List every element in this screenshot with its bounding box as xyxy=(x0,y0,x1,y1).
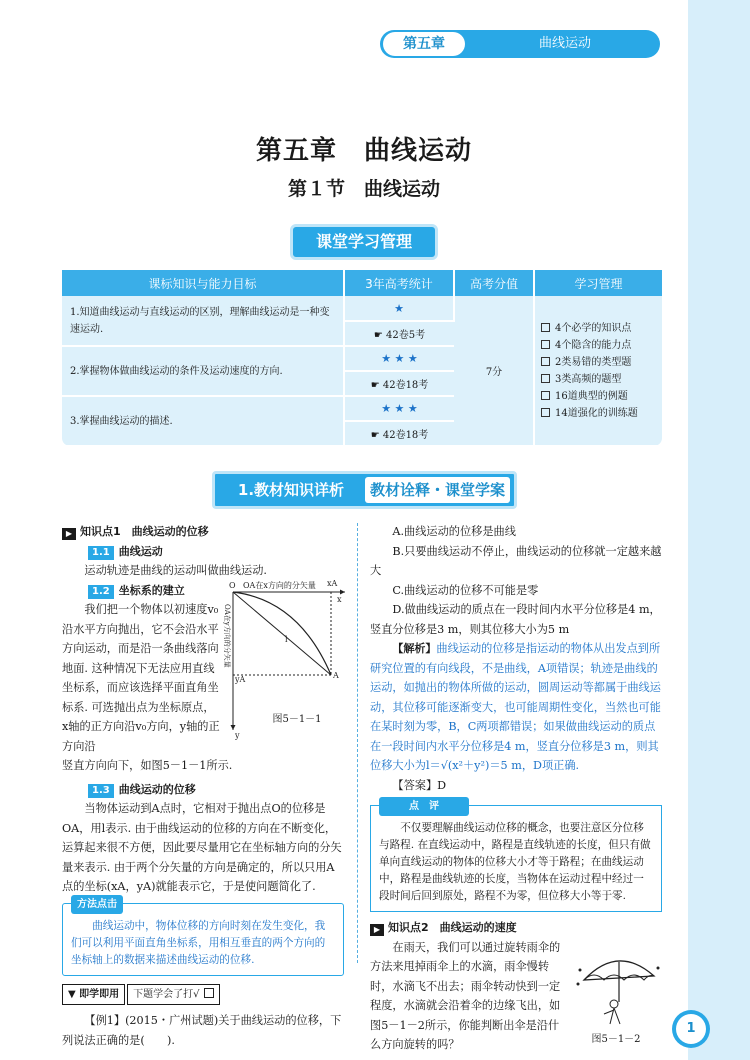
method-tag: 方法点击 xyxy=(71,895,123,914)
table-header: 课标知识与能力目标 xyxy=(62,270,344,296)
answer: 【答案】D xyxy=(392,778,447,792)
example-question: 【例1】(2015・广州试题)关于曲线运动的位移，下列说法正确的是( ). xyxy=(62,1014,342,1047)
section-title: 第１节 曲线运动 xyxy=(287,178,440,200)
stat-cell: ☛ 42卷18考 xyxy=(344,371,454,396)
subsection-1-1: 1.1 曲线运动 xyxy=(62,542,344,562)
quick-practice-check[interactable]: 下题学会了打√ xyxy=(127,984,219,1006)
management-item[interactable]: 3类高频的题型 xyxy=(541,371,662,388)
svg-text:l: l xyxy=(285,635,288,644)
review-box xyxy=(370,801,662,912)
x-axis-arrow xyxy=(340,590,345,595)
method-box xyxy=(62,898,344,976)
stat-cell: ☛ 42卷18考 xyxy=(344,421,454,446)
fig-label-y-component: OA在y方向的分矢量 xyxy=(223,604,231,668)
learning-management-table xyxy=(62,270,662,446)
checkbox-icon[interactable] xyxy=(541,340,550,349)
checkbox-icon[interactable] xyxy=(541,374,550,383)
fig-label-origin: O xyxy=(229,581,236,590)
paragraph: 竖直方向向下，如图5－1－1所示. xyxy=(62,759,233,772)
score-cell: 7分 xyxy=(454,296,534,446)
review-tag: 点 评 xyxy=(379,797,469,816)
stars-cell: ★ xyxy=(344,296,454,321)
paragraph: 在雨天，我们可以通过旋转雨伞的方法来甩掉雨伞上的水滴，雨伞慢转时，水滴飞不出去；雨伞转动快到一定程度，水滴就会沿着伞的边缘飞出，如图5－1－2所示，你能判断出伞是沿什么方向旋转的吗？ xyxy=(370,940,561,1051)
play-icon: ▶ xyxy=(370,924,384,936)
quick-practice-label: ▼ 即学即用 xyxy=(62,984,125,1006)
method-text: 曲线运动中，物体位移的方向时刻在发生变化，我们可以利用平面直角坐标系，用相互垂直的两个方向的坐标轴上的数据来描述曲线运动的位移. xyxy=(71,919,326,966)
quick-practice-bar xyxy=(62,984,344,1006)
svg-text:xA: xA xyxy=(327,579,338,588)
chapter-title: 第五章 曲线运动 xyxy=(255,136,472,166)
option-a: A.曲线运动的位移是曲线 xyxy=(392,525,516,538)
management-cell xyxy=(534,296,662,446)
paragraph: 当物体运动到A点时，它相对于抛出点O的位移是OA，用l表示. 由于曲线运动的位移的方向在不断变化，运算起来很不方便，因此要尽量用它在坐标轴方向的分矢量来表示. 由于两个分矢量的方向是确定的，所以只用A点的坐标(xA，yA)就能表示它，于是使问题简化了. xyxy=(62,802,342,893)
knowledge-point-2: ▶ 知识点2 曲线运动的速度 xyxy=(370,918,662,938)
knowledge-point-1: ▶ 知识点1 曲线运动的位移 xyxy=(62,522,344,542)
page-number-badge xyxy=(672,1010,710,1048)
checkbox-icon[interactable] xyxy=(541,391,550,400)
page-number: 1 xyxy=(676,1014,706,1044)
stars-cell: ★ ★ ★ xyxy=(344,396,454,421)
objective-cell: 3.掌握曲线运动的描述. xyxy=(62,396,344,446)
checkbox-icon[interactable] xyxy=(541,408,550,417)
management-item[interactable]: 4个隐含的能力点 xyxy=(541,337,662,354)
stat-cell: ☛ 42卷5考 xyxy=(344,321,454,346)
svg-text:yA: yA xyxy=(235,675,246,684)
figure-caption: 图5－1－2 xyxy=(591,1033,641,1045)
stars-cell: ★ ★ ★ xyxy=(344,346,454,371)
header-chapter: 第五章 xyxy=(383,32,465,56)
svg-text:x: x xyxy=(337,595,342,604)
header-section: 曲线运动 xyxy=(538,36,591,51)
banner-left-label: 1.教材知识详析 xyxy=(237,481,345,499)
paragraph: 运动轨迹是曲线的运动叫做曲线运动. xyxy=(84,564,267,577)
objective-cell: 2.掌握物体做曲线运动的条件及运动速度的方向. xyxy=(62,346,344,396)
table-header: 3年高考统计 xyxy=(344,270,454,296)
objective-cell: 1.知道曲线运动与直线运动的区别，理解曲线运动是一种变速运动. xyxy=(62,296,344,346)
banner-textbook-analysis xyxy=(212,471,517,509)
table-header: 学习管理 xyxy=(534,270,662,296)
left-column xyxy=(62,522,344,1050)
fig-label-x-component: OA在x方向的分矢量 xyxy=(243,581,316,590)
paragraph: 我们把一个物体以初速度v₀沿水平方向抛出，它不会沿水平方向运动，而是沿一条曲线落向地面. 这种情况下无法应用直线坐标系，而应该选择平面直角坐标系. 可选抛出点为坐标原点，x轴的正方向沿v₀方向，y轴的正方向沿 xyxy=(62,603,220,753)
displacement-vector xyxy=(233,592,331,675)
management-item[interactable]: 2类易错的类型题 xyxy=(541,354,662,371)
checkbox-icon[interactable] xyxy=(204,988,214,998)
option-c: C.曲线运动的位移不可能是零 xyxy=(392,583,539,597)
subsection-1-2: 1.2 坐标系的建立 xyxy=(62,581,344,601)
checkbox-icon[interactable] xyxy=(541,323,550,332)
banner-right-label: 教材诠释・课堂学案 xyxy=(365,477,510,503)
option-d: D.做曲线运动的质点在一段时间内水平分位移是4 m，竖直分位移是3 m，则其位移大小为5 m xyxy=(370,603,661,636)
management-item[interactable]: 4个必学的知识点 xyxy=(541,320,662,337)
banner-class-management: 课堂学习管理 xyxy=(290,224,438,260)
review-text: 不仅要理解曲线运动位移的概念，也要注意区分位移与路程. 在直线运动中，路程是直线轨迹的长度，但只有做单向直线运动的物体的位移大小才等于路程；在曲线运动中，路程是曲线轨迹的长度，当物体在运动过程中经过一段时间后回到原处，路程不为零，但位移大小等于零. xyxy=(379,822,651,902)
figure-5-1-2-umbrella xyxy=(574,940,662,1030)
option-b: B.只要曲线运动不停止，曲线运动的位移就一定越来越大 xyxy=(370,544,662,577)
analysis: 【解析】曲线运动的位移是指运动的物体从出发点到所研究位置的有向线段，不是曲线，A项错误；轨迹是曲线的运动，如抛出的物体所做的运动，圆周运动等都属于曲线运动，其位移可能逐渐变大，也可能周期性变化，当然也可能在某时刻为零，B，C两项都错误；如果做曲线运动的质点在一段时间内水平分位移是4 m，竖直分位移是3 m，则其位移大小为l＝√(x²＋y²)＝5 m，D项正确. xyxy=(370,642,661,772)
figure-caption: 图5－1－1 xyxy=(272,714,322,725)
svg-text:y: y xyxy=(235,731,240,740)
right-column xyxy=(370,522,662,1055)
management-item[interactable]: 16道典型的例题 xyxy=(541,388,662,405)
subsection-1-3: 1.3 曲线运动的位移 xyxy=(62,780,344,800)
y-axis-arrow xyxy=(231,725,236,730)
column-divider xyxy=(357,523,358,963)
management-item[interactable]: 14道强化的训练题 xyxy=(541,405,662,422)
checkbox-icon[interactable] xyxy=(541,357,550,366)
play-icon: ▶ xyxy=(62,528,76,540)
svg-text:A: A xyxy=(333,671,339,680)
table-header: 高考分值 xyxy=(454,270,534,296)
